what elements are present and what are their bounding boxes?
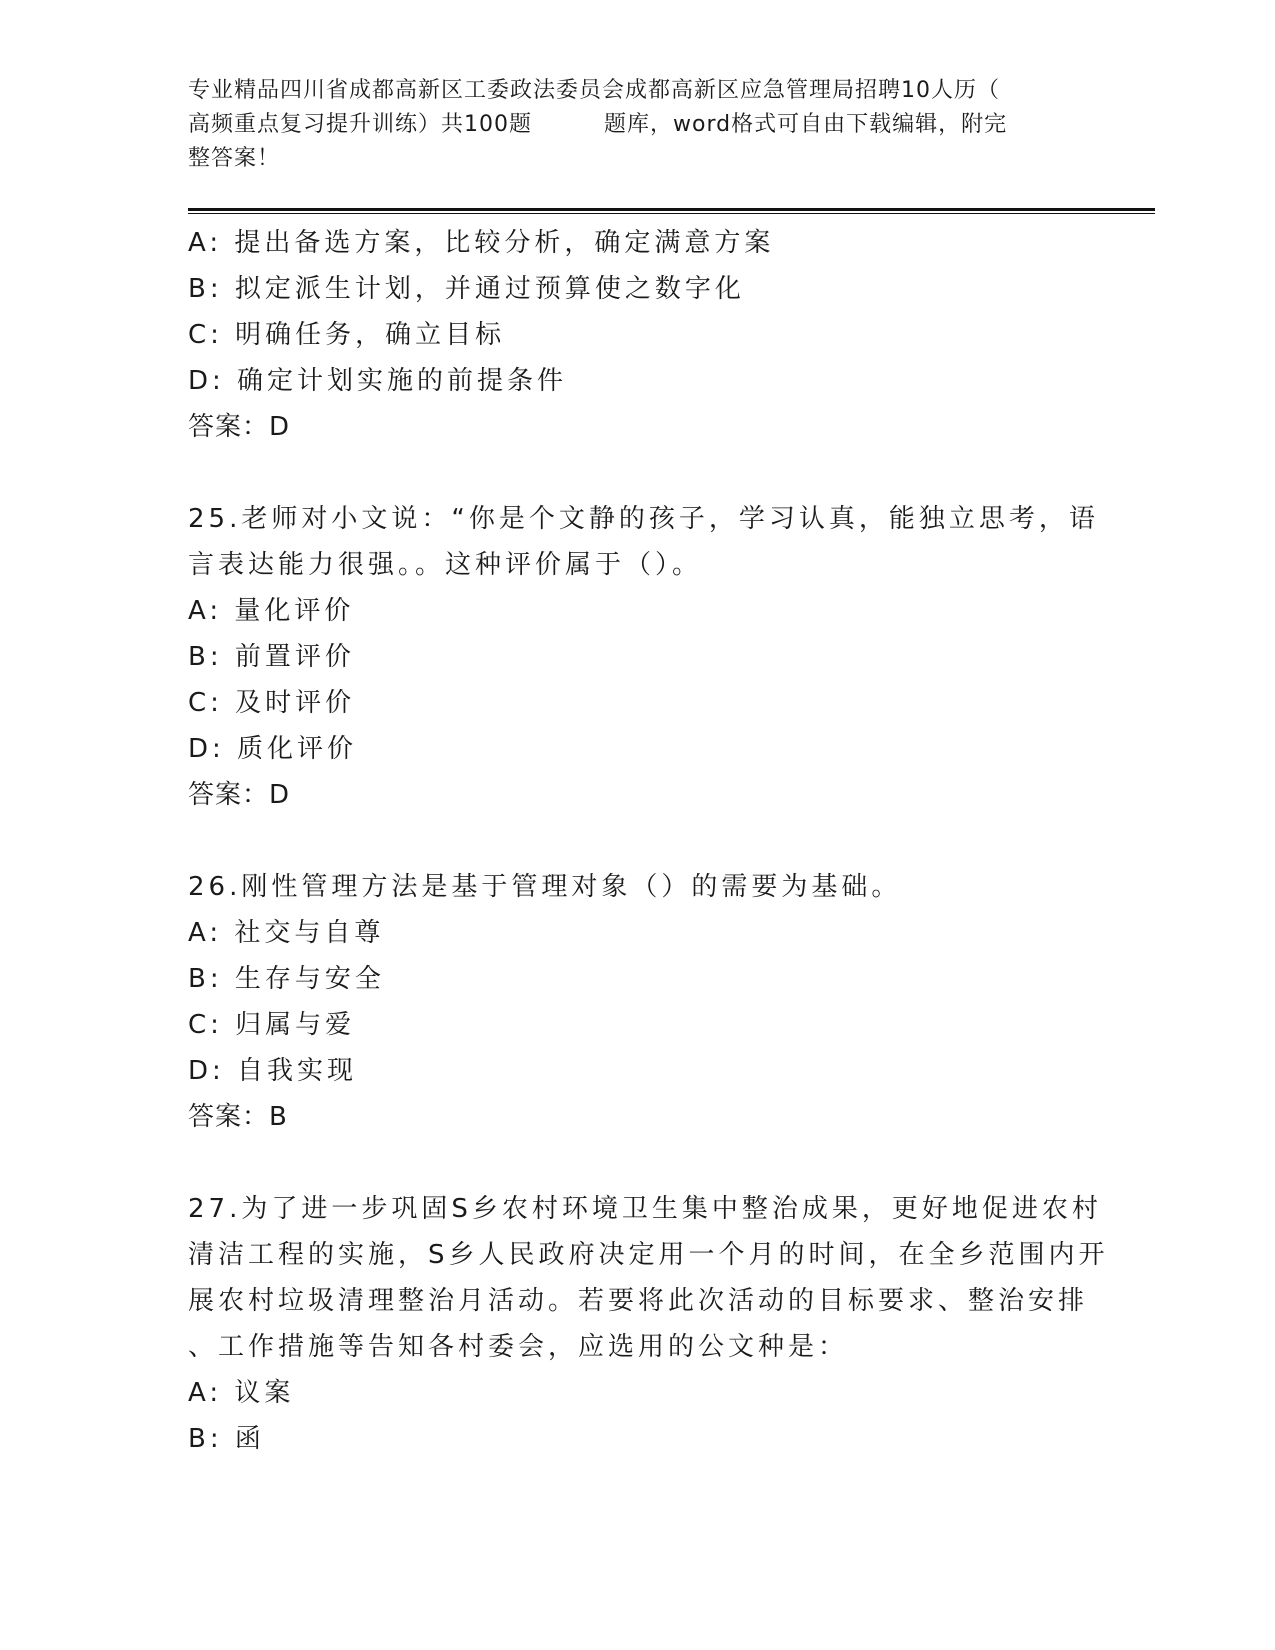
question-24 [188,220,1088,450]
question-stem-line-1: 26.刚性管理方法是基于管理对象（）的需要为基础。 [188,872,902,902]
question-stem-line-1: 25.老师对小文说：“你是个文静的孩子，学习认真，能独立思考，语 [188,504,1099,534]
header-divider [188,208,1155,214]
option-b: B: 拟定派生计划，并通过预算使之数字化 [188,274,745,304]
question-26 [188,864,1088,1140]
option-a: A: 议案 [188,1378,295,1408]
header-line-2 [188,108,1068,142]
question-25 [188,496,1099,818]
header-line-2-part-b: 题库，word格式可自由下载编辑，附完 [604,112,1008,137]
option-a: A: 量化评价 [188,596,355,626]
question-stem-line-1: 27.为了进一步巩固S乡农村环境卫生集中整治成果，更好地促进农村 [188,1194,1102,1224]
question-list [188,220,1109,1462]
option-c: C: 及时评价 [188,688,356,718]
question-stem-line-3: 展农村垃圾清理整治月活动。若要将此次活动的目标要求、整治安排 [188,1286,1089,1316]
question-stem-line-2: 言表达能力很强。。这种评价属于（）。 [188,550,703,580]
option-a: A: 提出备选方案，比较分析，确定满意方案 [188,228,775,258]
option-b: B: 函 [188,1424,265,1454]
option-b: B: 生存与安全 [188,964,385,994]
option-a: A: 社交与自尊 [188,918,385,948]
option-d: D: 确定计划实施的前提条件 [188,366,568,396]
option-d: D: 自我实现 [188,1056,358,1086]
header-line-1: 专业精品四川省成都高新区工委政法委员会成都高新区应急管理局招聘10人历（ [188,78,1000,103]
option-c: C: 归属与爱 [188,1010,356,1040]
answer-line: 答案：D [188,780,291,810]
document-header [188,74,1068,176]
option-d: D: 质化评价 [188,734,358,764]
header-line-3: 整答案！ [188,146,281,171]
question-27 [188,1186,1109,1462]
header-line-2-part-a: 高频重点复习提升训练）共100题 [188,112,532,137]
question-stem-line-4: 、工作措施等告知各村委会，应选用的公文种是： [188,1332,849,1362]
question-stem-line-2: 清洁工程的实施，S乡人民政府决定用一个月的时间，在全乡范围内开 [188,1240,1109,1270]
answer-line: 答案：B [188,1102,288,1132]
option-c: C: 明确任务，确立目标 [188,320,506,350]
option-b: B: 前置评价 [188,642,355,672]
answer-line: 答案：D [188,412,291,442]
